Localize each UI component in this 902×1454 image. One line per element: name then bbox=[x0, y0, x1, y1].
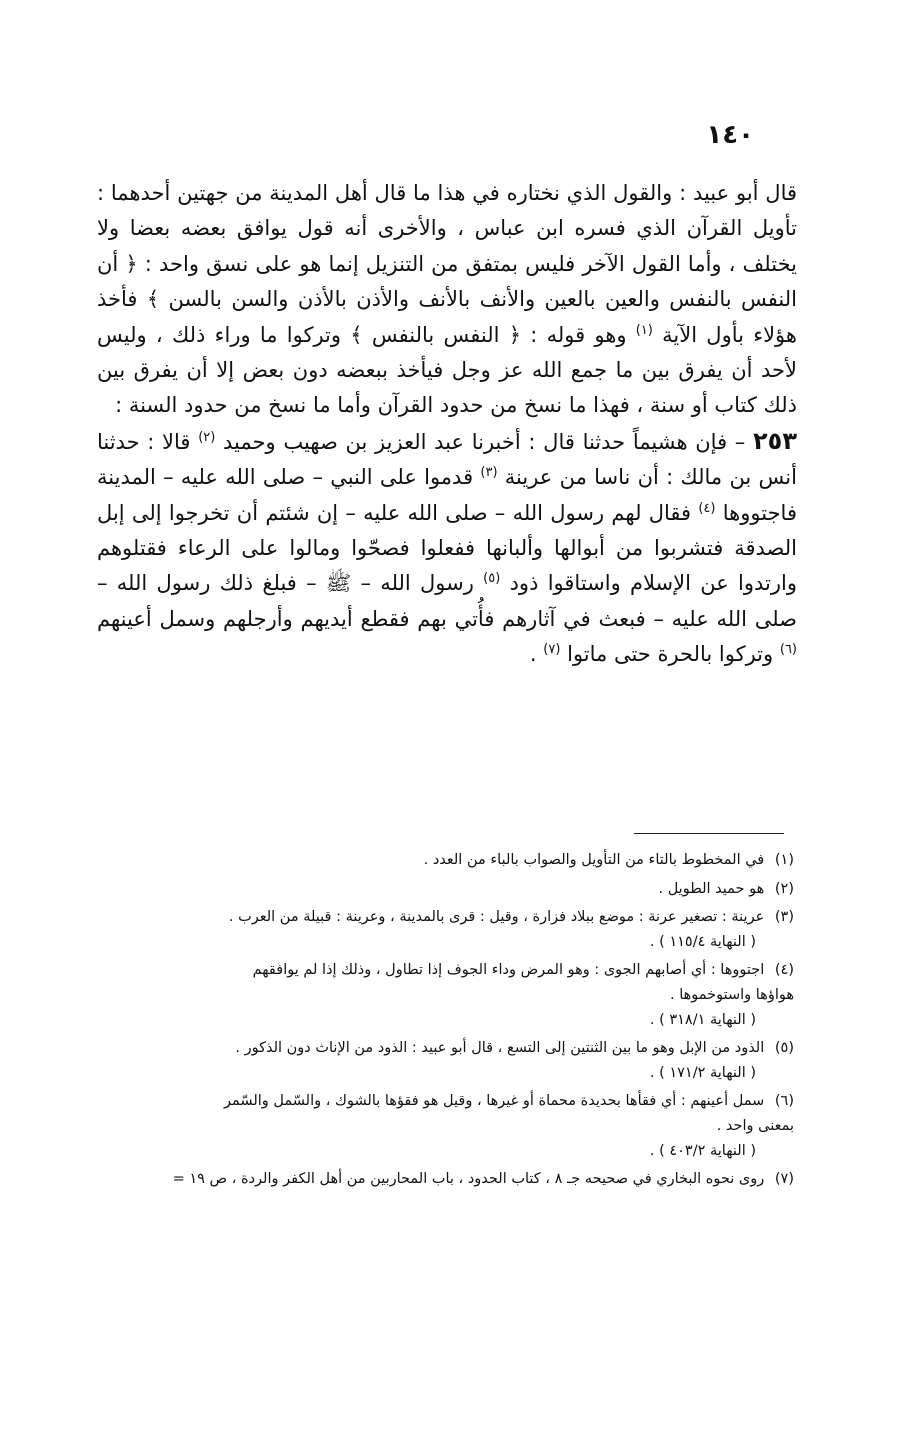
hadith-number: ٢٥٣ bbox=[753, 426, 797, 455]
footnote-ref-3[interactable]: (٣) bbox=[480, 465, 498, 481]
footnote-reference: ( النهاية ١٧١/٢ ) . bbox=[649, 1064, 756, 1081]
footnote-ref-5[interactable]: (٥) bbox=[483, 571, 501, 587]
footnote-text: اجتووها : أي أصابهم الجوى : وهو المرض وداء الجوف إذا تطاول ، وذلك إذا لم يوافقهم bbox=[252, 962, 765, 979]
hadith-text-f: وتركوا بالحرة حتى ماتوا bbox=[567, 642, 774, 667]
footnote-ref-1[interactable]: (١) bbox=[635, 322, 653, 338]
footnote-text: هو حميد الطويل . bbox=[658, 880, 765, 897]
footnote-text: سمل أعينهم : أي فقأها بحديدة محماة أو غيرها ، وقيل هو فقؤها بالشوك ، والسّمل والسّمر bbox=[224, 1093, 765, 1110]
footnotes bbox=[94, 848, 794, 1196]
hadith-text-b: قالا : حدثنا أنس بن مالك : أن ناسا من عرينة bbox=[97, 429, 797, 490]
footnote-continuation: بمعنى واحد . bbox=[716, 1117, 794, 1134]
footnote-number: (٤) bbox=[774, 962, 794, 979]
footnote-1 bbox=[94, 848, 794, 873]
commentary-text-tail: وهو قوله : ﴿ النفس بالنفس ﴾ وتركوا ما وراء ذلك ، وليس لأحد أن يفرق بين ما جمع الله عز وجل فيأخذ ببعضه دون بعض إلا أن يفرق بين ذلك كتاب أو سنة ، فهذا ما نسخ من حدود القرآن وأما ما نسخ من حدود السنة : bbox=[97, 322, 797, 418]
footnote-ref-7[interactable]: (٧) bbox=[543, 642, 561, 658]
footnote-separator bbox=[634, 833, 784, 834]
footnote-6 bbox=[94, 1089, 794, 1163]
footnote-7 bbox=[94, 1167, 794, 1192]
hadith-text-c: قدموا على النبي – صلى الله عليه – المدينة فاجتووها bbox=[97, 465, 797, 525]
hadith-text-e: رسول الله – ﷺ – فبلغ ذلك رسول الله – صلى الله عليه – فبعث في آثارهم فأُتي بهم فقطع أيديهم وأرجلهم وسمل أعينهم bbox=[97, 571, 797, 631]
paragraph-hadith bbox=[97, 424, 797, 673]
footnote-reference: ( النهاية ١١٥/٤ ) . bbox=[649, 933, 756, 950]
footnote-2 bbox=[94, 877, 794, 902]
footnote-ref-6[interactable]: (٦) bbox=[779, 642, 797, 658]
footnote-text: عرينة : تصغير عرنة : موضع ببلاد فزارة ، وقيل : قرى بالمدينة ، وعرينة : قبيلة من العرب . bbox=[228, 909, 765, 926]
footnote-ref-2[interactable]: (٢) bbox=[198, 429, 216, 445]
footnote-5 bbox=[94, 1036, 794, 1085]
footnote-text: في المخطوط بالتاء من التأويل والصواب بالباء من العدد . bbox=[423, 852, 765, 868]
page-number: ١٤٠ bbox=[706, 120, 754, 150]
paragraph-commentary bbox=[97, 176, 797, 424]
footnote-text: الذود من الإبل وهو ما بين الثنتين إلى التسع ، قال أبو عبيد : الذود من الإناث دون الذكور . bbox=[235, 1040, 765, 1057]
footnote-continuation: هواؤها واستوخموها . bbox=[669, 986, 794, 1003]
footnote-number: (٣) bbox=[774, 909, 794, 926]
hadith-text-end: . bbox=[529, 642, 537, 667]
main-text bbox=[97, 176, 797, 673]
footnote-3 bbox=[94, 905, 794, 954]
hadith-text-d: فقال لهم رسول الله – صلى الله عليه – إن شئتم أن تخرجوا إلى إبل الصدقة فتشربوا من أبوالها وألبانها ففعلوا فصحّوا ومالوا على الرعاء فقتلوهم وارتدوا عن الإسلام واستاقوا ذود bbox=[97, 500, 797, 596]
footnote-reference: ( النهاية ٤٠٣/٢ ) . bbox=[649, 1142, 756, 1159]
footnote-number: (٦) bbox=[774, 1093, 794, 1110]
footnote-number: (٢) bbox=[774, 880, 794, 897]
footnote-text: روى نحوه البخاري في صحيحه جـ ٨ ، كتاب الحدود ، باب المحاربين من أهل الكفر والردة ، ص ١٩ = bbox=[172, 1171, 765, 1188]
footnote-number: (٧) bbox=[774, 1171, 794, 1188]
commentary-text: قال أبو عبيد : والقول الذي نختاره في هذا ما قال أهل المدينة من جهتين أحدهما : تأويل القرآن الذي فسره ابن عباس ، والأخرى أنه قول يوافق بعضه بعضا ولا يختلف ، وأما القول الآخر فليس بمتفق من التنزيل إنما هو على نسق واحد : ﴿ أن النفس بالنفس والعين بالعين والأنف بالأنف والأذن بالأذن والسن بالسن ﴾ فأخذ هؤلاء بأول الآية bbox=[97, 181, 797, 347]
hadith-text-a: – فإن هشيماً حدثنا قال : أخبرنا عبد العزيز بن صهيب وحميد bbox=[223, 429, 746, 454]
footnote-ref-4[interactable]: (٤) bbox=[698, 500, 716, 516]
footnote-4 bbox=[94, 958, 794, 1032]
footnote-number: (١) bbox=[774, 852, 794, 868]
footnote-number: (٥) bbox=[774, 1040, 794, 1057]
footnote-reference: ( النهاية ٣١٨/١ ) . bbox=[649, 1011, 756, 1028]
